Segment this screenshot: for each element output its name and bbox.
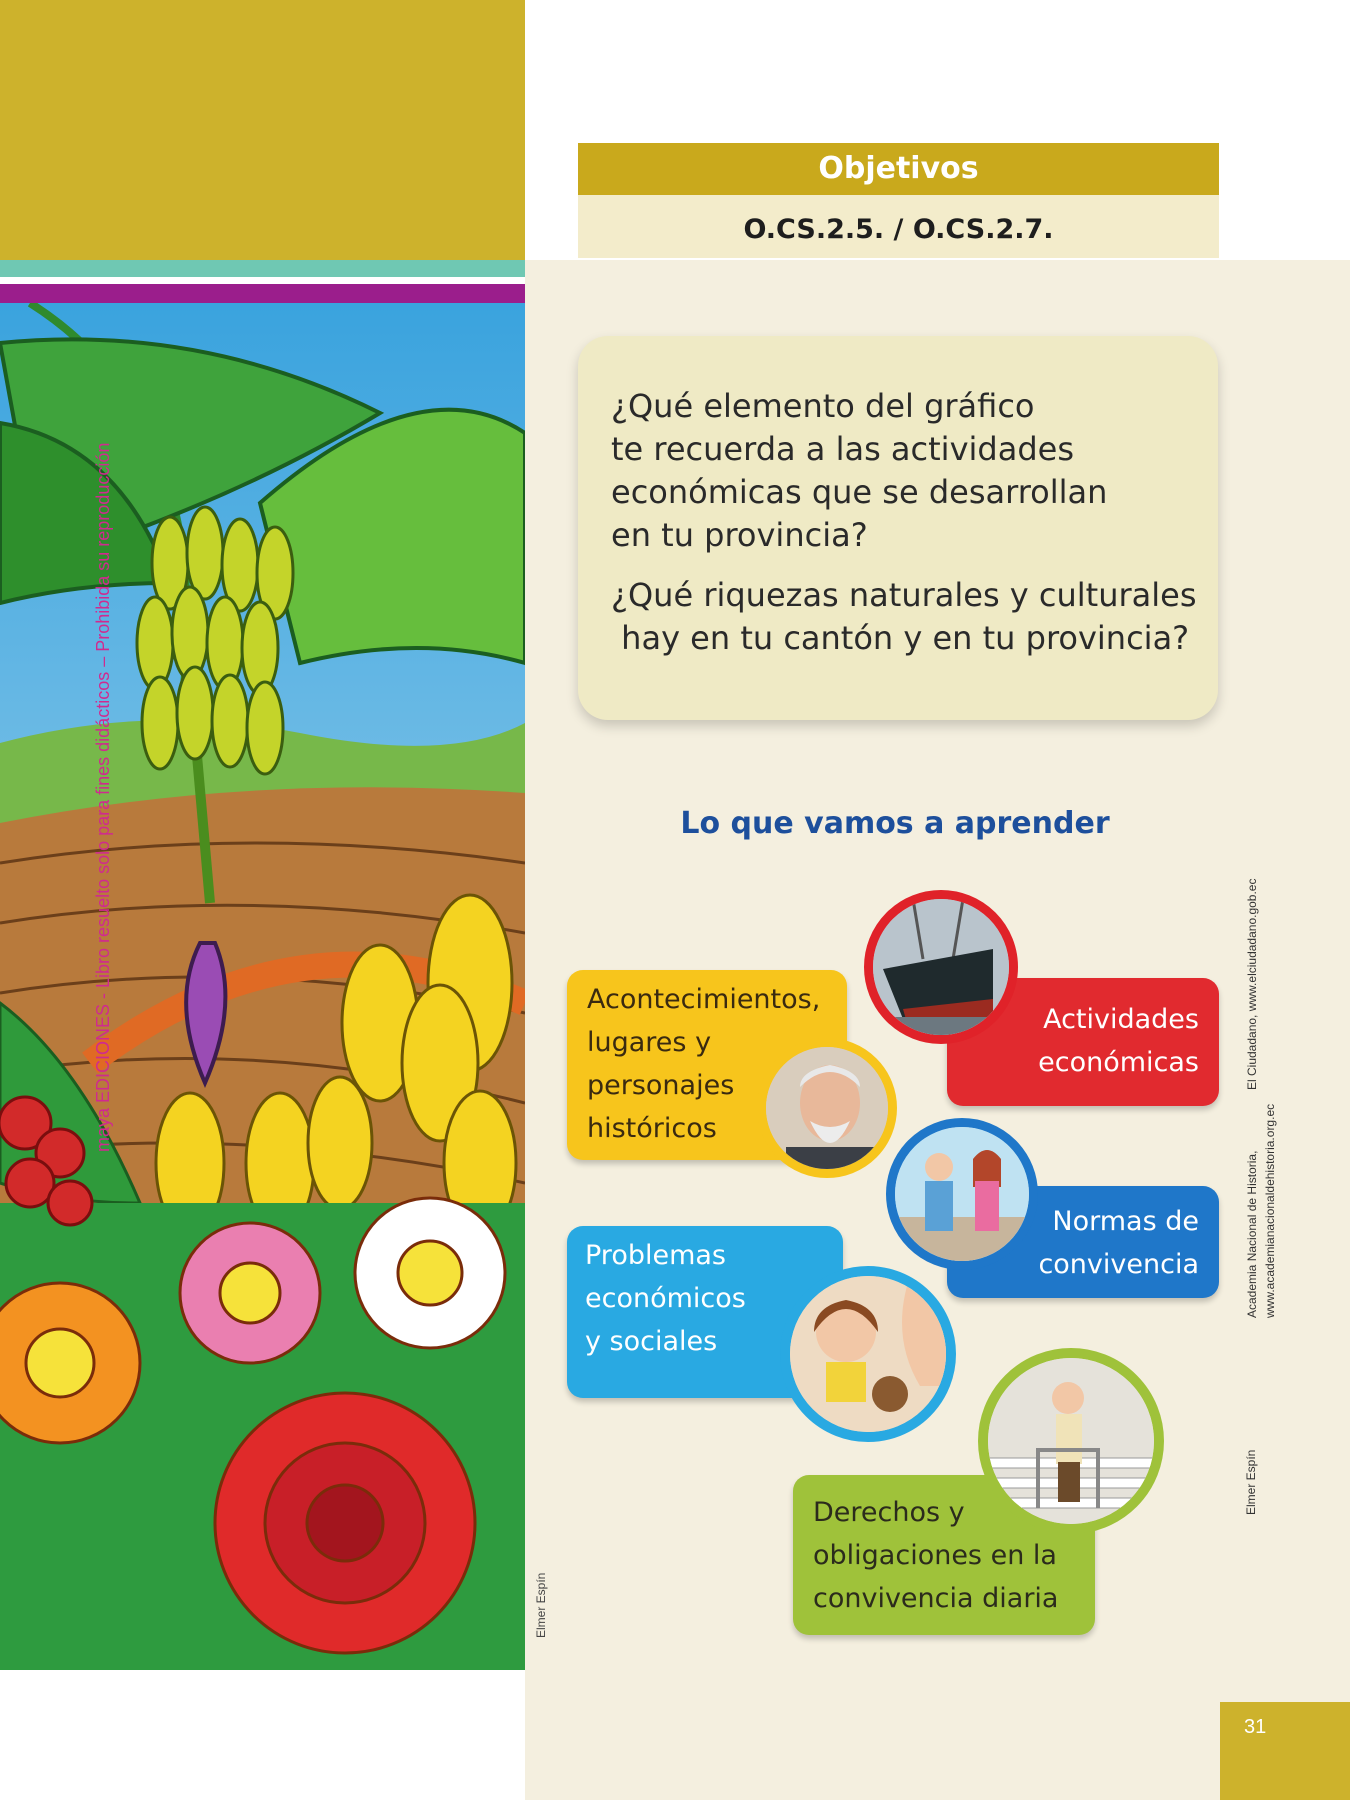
- ship-photo: [864, 890, 1018, 1044]
- historical-figure-portrait: [757, 1038, 897, 1178]
- objectives-heading: Objetivos: [578, 143, 1219, 195]
- topic-label-norms: Normas de convivencia: [1038, 1206, 1199, 1280]
- teal-stripe: [0, 260, 525, 277]
- elderly-man-crossing-illustration: [978, 1348, 1164, 1534]
- question-1: ¿Qué elemento del gráfico te recuerda a las actividades económicas que se desarrollan en tu provincia?: [611, 387, 1108, 554]
- source-credit-academia: [1243, 1104, 1279, 1318]
- worried-girl-illustration: [780, 1266, 956, 1442]
- banana-cacao-flowers-illustration: [0, 303, 525, 1670]
- source-credit-academia-text: Academia Nacional de Historia, www.academianacionaldehistoria.org.ec: [1245, 1103, 1277, 1318]
- people-greeting-illustration: [886, 1118, 1038, 1270]
- purple-stripe: [0, 284, 525, 303]
- question-2: ¿Qué riquezas naturales y culturales hay en tu cantón y en tu provincia?: [611, 576, 1197, 657]
- learn-title: Lo que vamos a aprender: [680, 806, 1110, 841]
- topic-label-events: Acontecimientos, lugares y personajes históricos: [587, 984, 821, 1144]
- header-gold-block: [0, 0, 525, 260]
- page-number: 31: [1244, 1716, 1267, 1738]
- questions-box: [578, 336, 1218, 720]
- topic-label-problems: Problemas económicos y sociales: [585, 1240, 746, 1357]
- topic-label-rights: Derechos y obligaciones en la convivencia diaria: [813, 1497, 1059, 1614]
- topic-label-economy: Actividades económicas: [1038, 1004, 1199, 1078]
- watermark: maya EDICIONES - Libro resuelto solo para fines didácticos – Prohibida su reproducción: [93, 442, 113, 1152]
- illustration-credit: Elmer Espín: [534, 1572, 548, 1638]
- source-credit-ciudadano: El Ciudadano, www.elciudadano.gob.ec: [1245, 878, 1259, 1090]
- photo-credit: Elmer Espín: [1244, 1449, 1258, 1515]
- page-number-box: [1220, 1702, 1350, 1800]
- objectives-codes: O.CS.2.5. / O.CS.2.7.: [578, 195, 1219, 258]
